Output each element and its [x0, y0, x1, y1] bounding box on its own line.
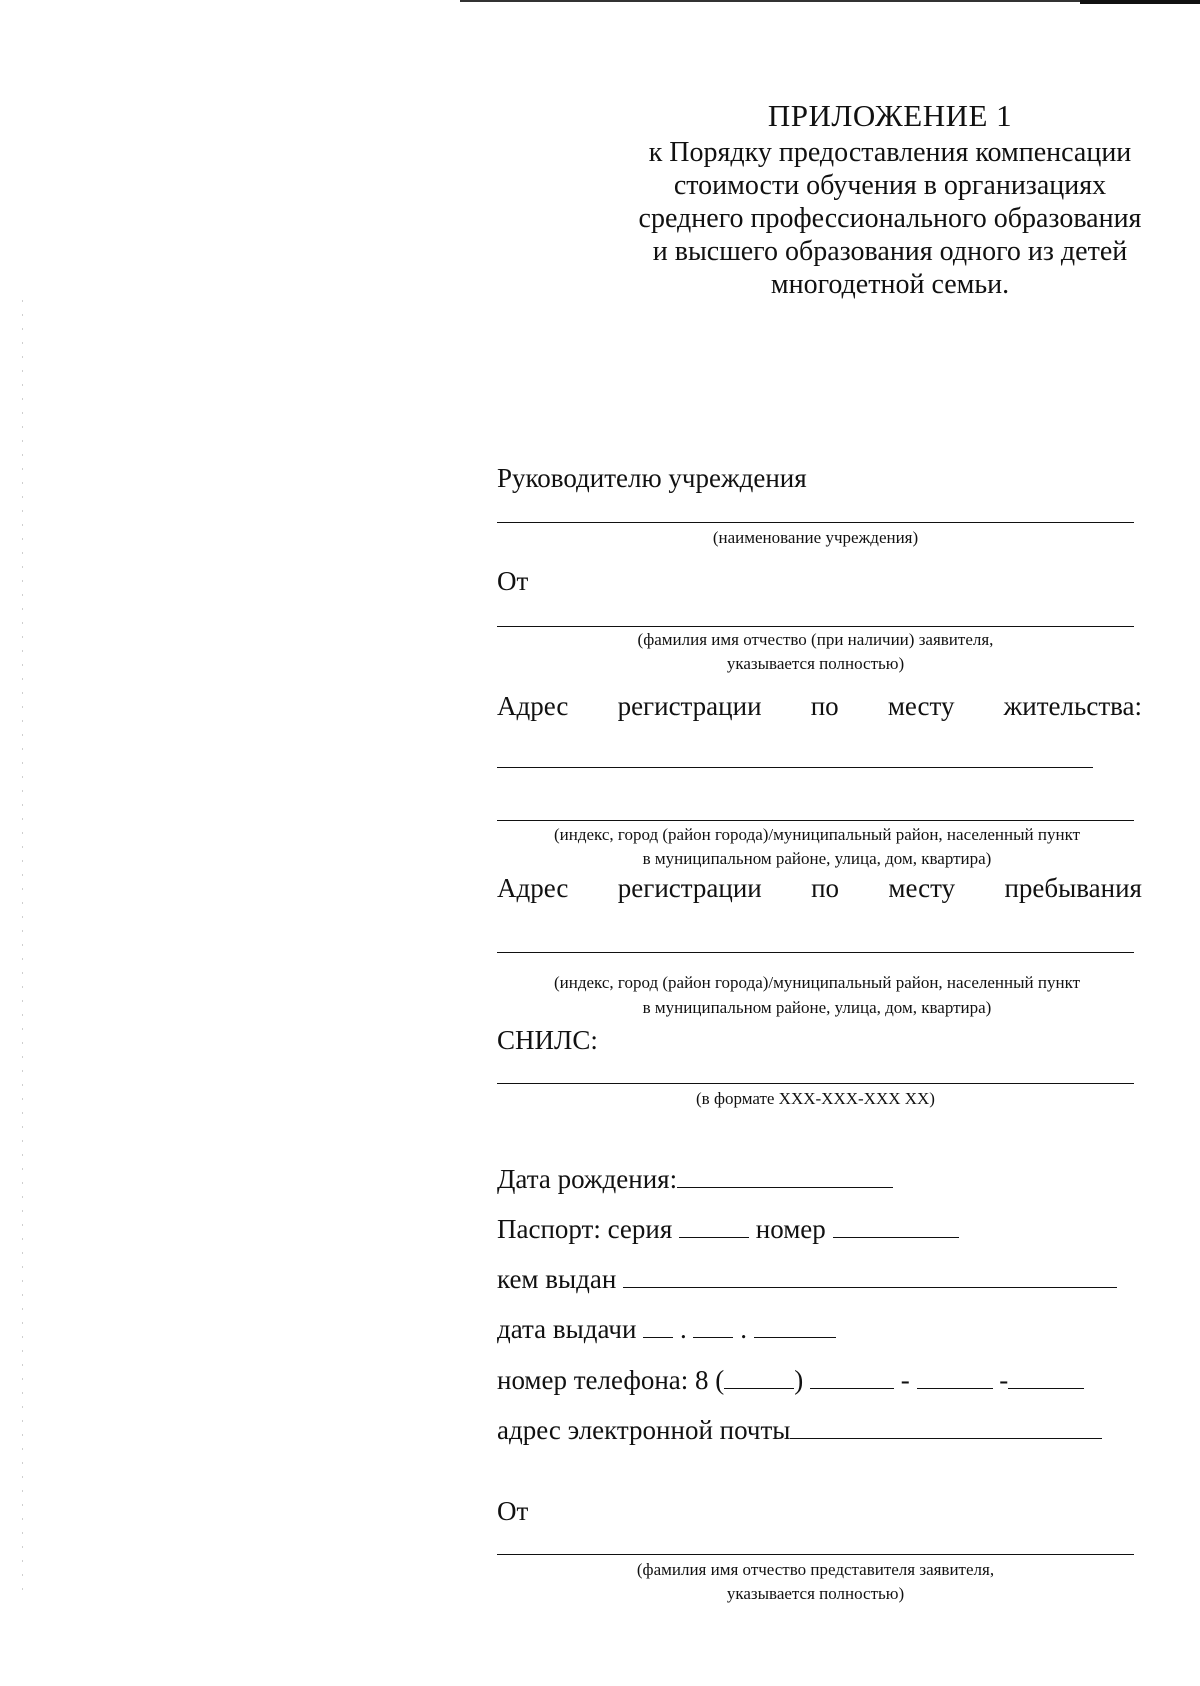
- stay-word: регистрации: [617, 873, 762, 903]
- passport-number-label: номер: [755, 1214, 826, 1244]
- date-separator: .: [679, 1314, 687, 1344]
- phone-part-2-field[interactable]: [917, 1364, 993, 1389]
- issue-month-field[interactable]: [693, 1313, 733, 1338]
- applicant-caption: (фамилия имя отчество (при наличии) заявителя,: [637, 630, 994, 649]
- residence-word: жительства:: [1003, 691, 1142, 721]
- residence-address-caption: в муниципальном районе, улица, дом, квартира): [642, 849, 992, 868]
- residence-address-label: [497, 690, 1142, 722]
- phone-code-field[interactable]: [724, 1364, 794, 1389]
- representative-name-field[interactable]: [497, 1554, 1134, 1555]
- stay-word: по: [811, 873, 840, 903]
- phone-part-1-field[interactable]: [810, 1364, 894, 1389]
- appendix-line: среднего профессионального образования: [638, 203, 1142, 234]
- phone-close: ): [794, 1365, 804, 1395]
- phone-prefix: 8 (: [695, 1365, 725, 1395]
- issue-date-label: дата выдачи: [497, 1314, 637, 1344]
- residence-address-field-1[interactable]: [497, 767, 1093, 768]
- phone-row: [497, 1364, 1084, 1396]
- email-row: [497, 1414, 1102, 1446]
- stay-word: Адрес: [497, 873, 569, 903]
- appendix-line: к Порядку предоставления компенсации: [648, 137, 1132, 168]
- residence-address-caption: (индекс, город (район города)/муниципальный район, населенный пункт: [553, 825, 1081, 844]
- residence-word: месту: [887, 691, 955, 721]
- issue-day-field[interactable]: [643, 1313, 673, 1338]
- residence-word: Адрес: [497, 691, 569, 721]
- scan-top-edge-dark: [1080, 0, 1200, 4]
- birth-date-field[interactable]: [677, 1163, 893, 1188]
- applicant-caption: указывается полностью): [726, 654, 905, 673]
- date-separator: .: [740, 1314, 747, 1344]
- email-field[interactable]: [790, 1414, 1102, 1439]
- passport-series-field[interactable]: [679, 1213, 749, 1238]
- snils-caption: (в формате XXX-XXX-XXX XX): [696, 1089, 935, 1108]
- representative-from-label: От: [497, 1496, 529, 1526]
- appendix-block: [560, 96, 1200, 301]
- birth-date-label: Дата рождения:: [497, 1164, 678, 1194]
- phone-dash: -: [900, 1365, 910, 1395]
- residence-word: регистрации: [617, 691, 762, 721]
- scan-margin-dots: [22, 300, 23, 1600]
- appendix-title: ПРИЛОЖЕНИЕ 1: [767, 98, 1013, 133]
- residence-word: по: [810, 691, 839, 721]
- snils-field[interactable]: [497, 1083, 1134, 1084]
- phone-label: номер телефона:: [497, 1365, 689, 1395]
- passport-series-label: Паспорт: серия: [497, 1214, 673, 1244]
- stay-address-caption: (индекс, город (район города)/муниципальный район, населенный пункт: [553, 973, 1081, 992]
- passport-number-field[interactable]: [833, 1213, 959, 1238]
- issue-year-field[interactable]: [754, 1313, 836, 1338]
- email-label: адрес электронной почты: [497, 1415, 791, 1445]
- stay-address-label: [497, 872, 1142, 904]
- stay-address-field[interactable]: [497, 952, 1134, 953]
- issued-by-label: кем выдан: [497, 1264, 617, 1294]
- stay-word: пребывания: [1004, 873, 1142, 903]
- institution-field[interactable]: [497, 522, 1134, 523]
- issue-date-row: [497, 1313, 836, 1345]
- appendix-line: многодетной семьи.: [770, 269, 1010, 300]
- representative-caption: (фамилия имя отчество представителя заявителя,: [636, 1560, 995, 1579]
- birth-date-row: [497, 1163, 893, 1195]
- issued-by-field[interactable]: [623, 1263, 1117, 1288]
- phone-dash: -: [999, 1365, 1009, 1395]
- snils-label: СНИЛС:: [497, 1025, 598, 1055]
- appendix-line: стоимости обучения в организациях: [673, 170, 1107, 201]
- addressee-label: Руководителю учреждения: [497, 463, 807, 493]
- appendix-line: и высшего образования одного из детей: [652, 236, 1128, 267]
- from-label: От: [497, 566, 529, 596]
- passport-row: [497, 1213, 959, 1245]
- residence-address-field-2[interactable]: [497, 820, 1134, 821]
- institution-caption: (наименование учреждения): [712, 528, 919, 547]
- issued-by-row: [497, 1263, 1117, 1295]
- stay-word: месту: [888, 873, 956, 903]
- applicant-name-field[interactable]: [497, 626, 1134, 627]
- phone-part-3-field[interactable]: [1008, 1364, 1084, 1389]
- stay-address-caption: в муниципальном районе, улица, дом, квартира): [642, 998, 992, 1017]
- representative-caption: указывается полностью): [726, 1584, 905, 1603]
